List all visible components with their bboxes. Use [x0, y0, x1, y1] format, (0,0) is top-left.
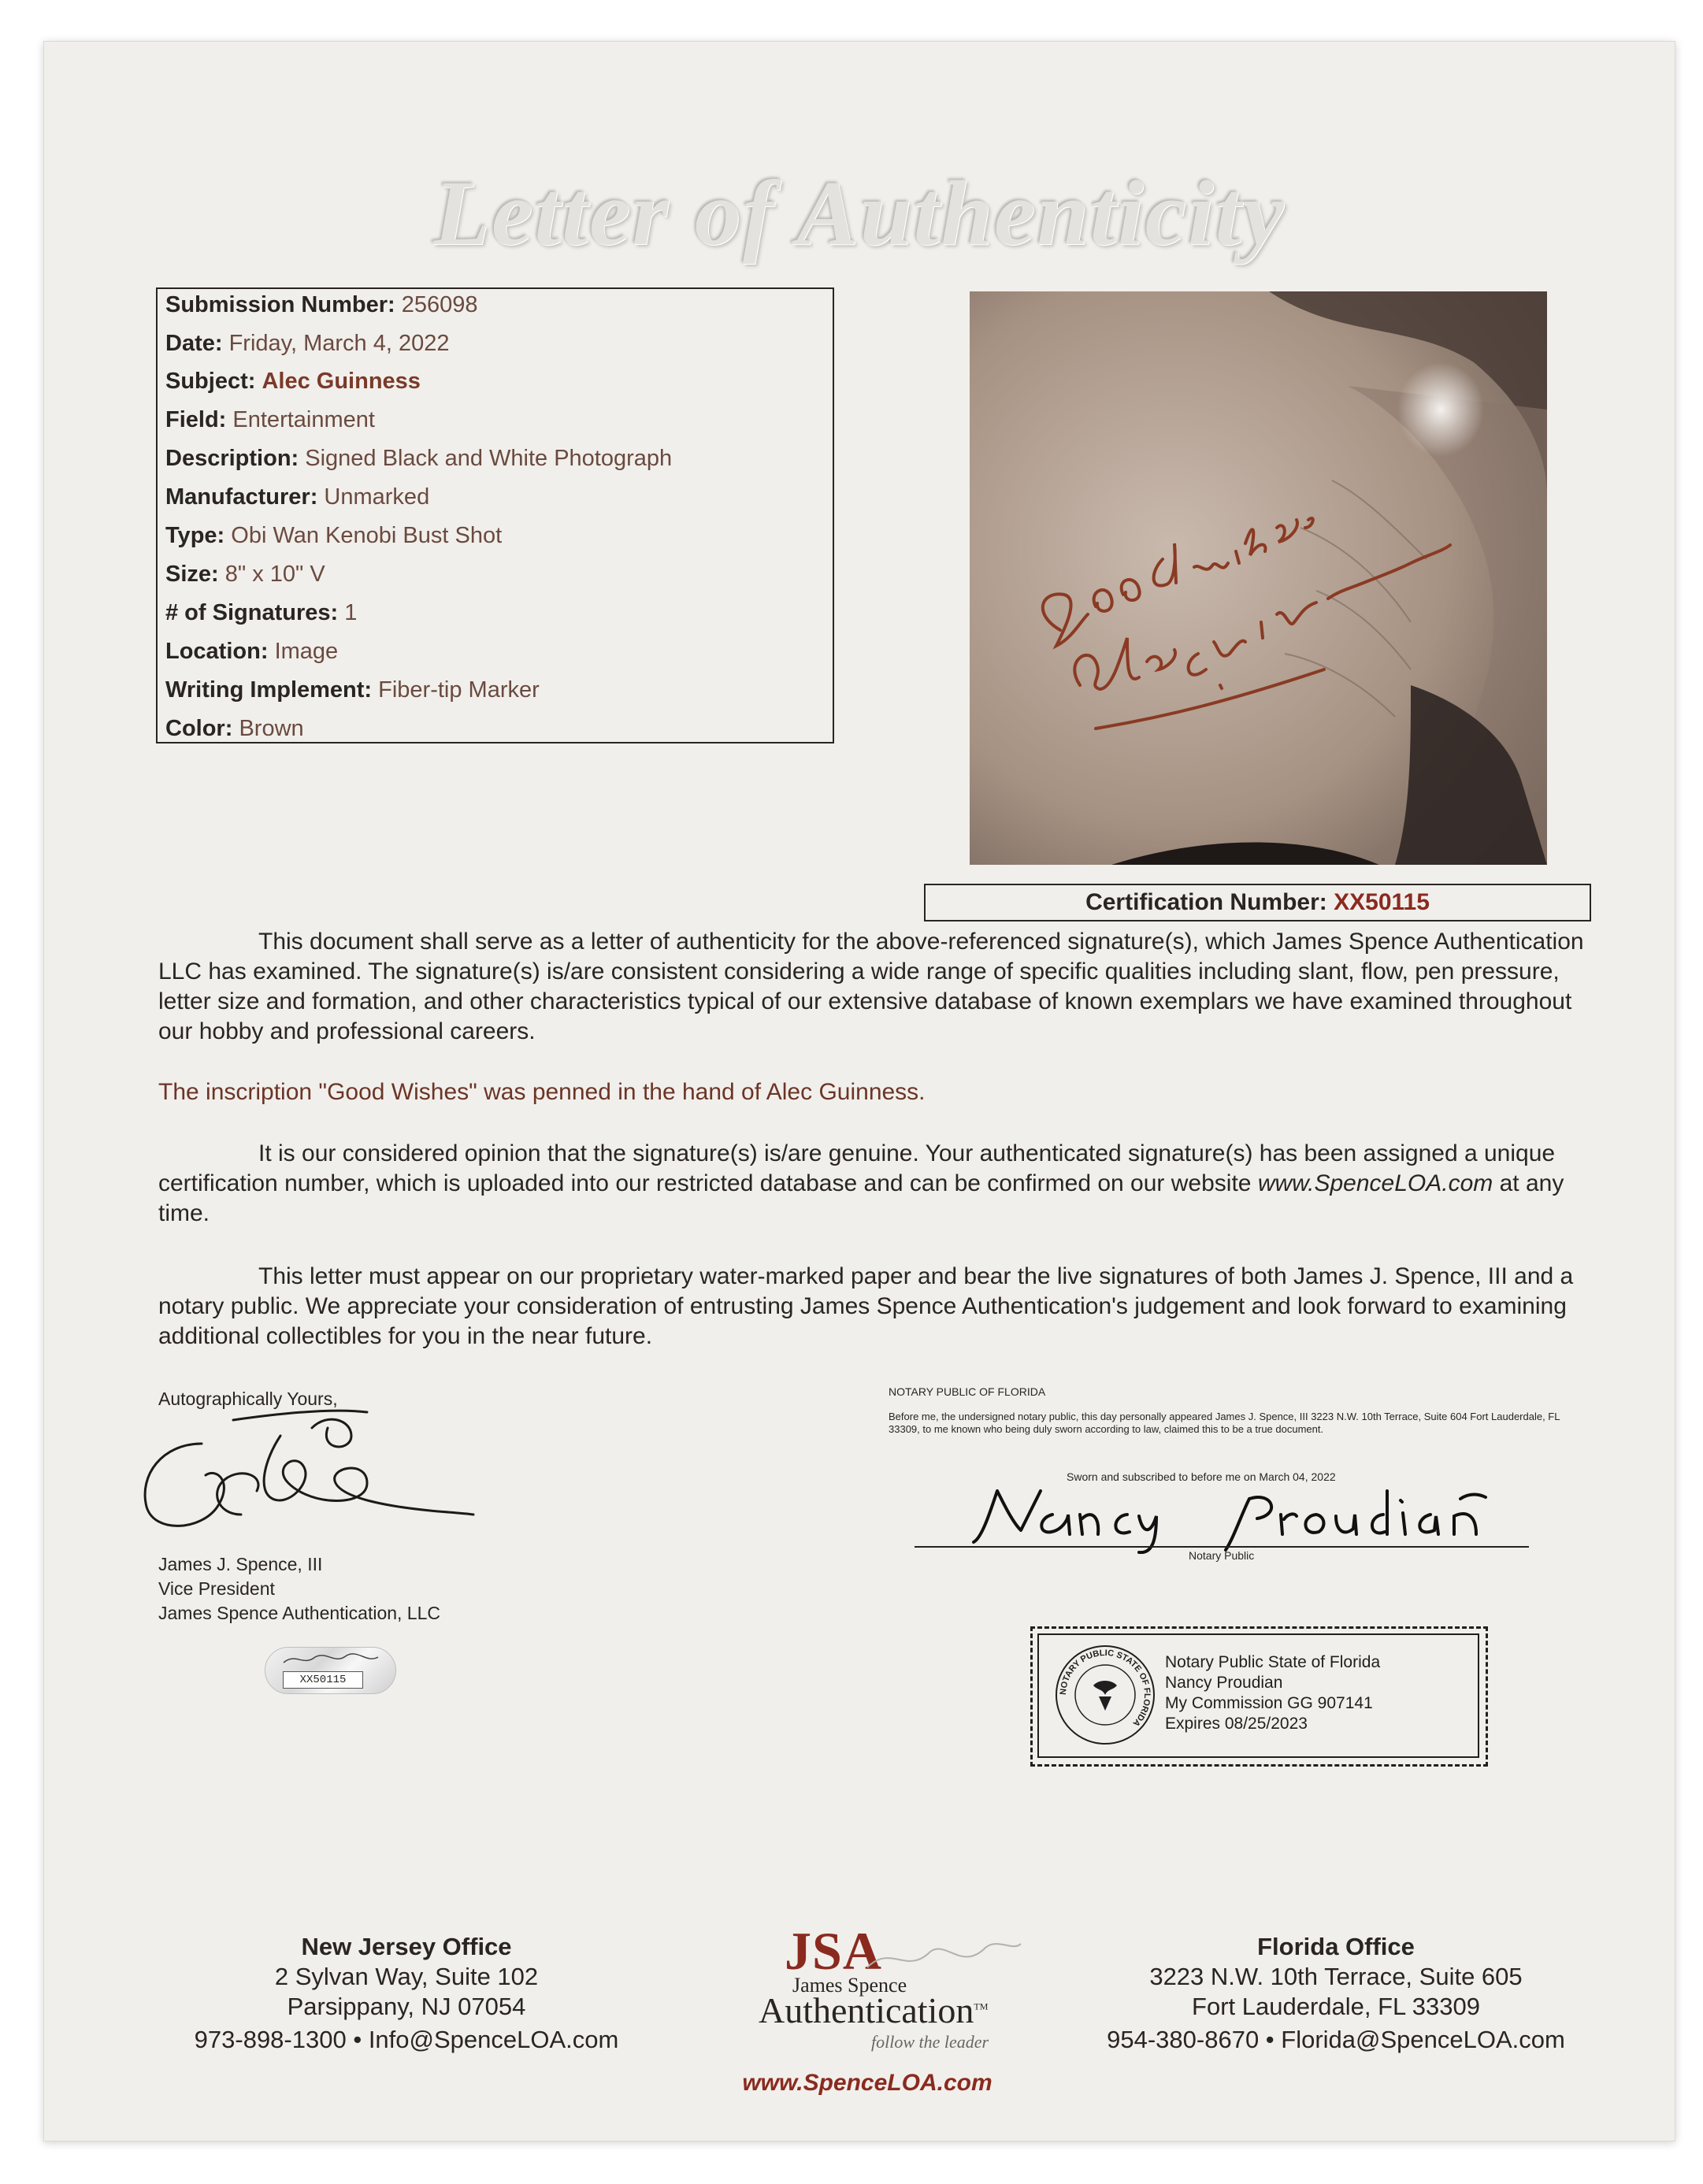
notary-seal-stamp — [1030, 1626, 1488, 1767]
page-title: Letter of Authenticity — [433, 161, 1286, 265]
detail-row: Manufacturer: Unmarked — [165, 484, 430, 510]
nj-office-title: New Jersey Office — [301, 1933, 512, 1960]
signed-photo-image — [970, 291, 1547, 865]
seal-line: My Commission GG 907141 — [1165, 1694, 1373, 1712]
detail-row: Subject: Alec Guinness — [165, 369, 421, 394]
nj-address-line2: Parsippany, NJ 07054 — [287, 1993, 526, 2020]
fl-email[interactable]: Florida@SpenceLOA.com — [1281, 2026, 1565, 2053]
fl-address-line1: 3223 N.W. 10th Terrace, Suite 605 — [1149, 1963, 1523, 1990]
footer-fl-office: Florida Office 3223 N.W. 10th Terrace, Suite 605 Fort Lauderdale, FL 33309 954-380-8670 • Florida@SpenceLOA.com — [1068, 1932, 1604, 2055]
signer-company: James Spence Authentication, LLC — [158, 1603, 441, 1623]
detail-row: Size: 8" x 10" V — [165, 562, 325, 587]
fl-phone: 954-380-8670 — [1107, 2026, 1260, 2053]
detail-row: Submission Number: 256098 — [165, 292, 478, 317]
notary-signature-graphic — [950, 1467, 1549, 1554]
jsa-logo-mark: JSA — [785, 1921, 882, 1981]
detail-row: Description: Signed Black and White Photograph — [165, 446, 673, 471]
hologram-signature-graphic — [280, 1651, 382, 1668]
logo-signature-graphic — [859, 1928, 1025, 1991]
signer-name: James J. Spence, III — [158, 1554, 323, 1574]
detail-row: Date: Friday, March 4, 2022 — [165, 331, 450, 356]
paragraph-authenticity: This document shall serve as a letter of authenticity for the above-referenced signature(s), which James Spence Authentication LLC has examined. The signature(s) is/are consistent considering a wide range of specific qualities including slant, flow, pen pressure, letter size and formation, and other characteristics typical of our extensive database of known exemplars we have examined throughout our hobby and professional careers. — [158, 929, 1584, 1044]
spence-signature-graphic — [131, 1396, 477, 1554]
inscription-signature-graphic — [970, 291, 1547, 865]
jsa-logo — [702, 1920, 1033, 2062]
signer-title: Vice President — [158, 1578, 275, 1599]
seal-line: Notary Public State of Florida — [1165, 1653, 1381, 1671]
seal-text — [1165, 1652, 1380, 1734]
seal-ring-text: NOTARY PUBLIC STATE OF FLORIDA — [1058, 1648, 1152, 1729]
certification-number: XX50115 — [1334, 889, 1430, 915]
fl-address-line2: Fort Lauderdale, FL 33309 — [1192, 1993, 1480, 2020]
detail-row: Location: Image — [165, 639, 339, 664]
logo-authentication: Authentication™ — [759, 1990, 989, 2030]
certification-label: Certification Number: — [1085, 889, 1327, 915]
hologram-sticker — [265, 1647, 396, 1694]
signer-block — [158, 1552, 440, 1626]
detail-row: Color: Brown — [165, 716, 304, 741]
nj-address-line1: 2 Sylvan Way, Suite 102 — [274, 1963, 539, 1990]
seal-line: Expires 08/25/2023 — [1165, 1715, 1308, 1733]
detail-row: Type: Obi Wan Kenobi Bust Shot — [165, 523, 503, 548]
logo-tagline: follow the leader — [871, 2032, 989, 2052]
notary-signature-label: Notary Public — [1189, 1549, 1255, 1562]
certification-number-box — [924, 884, 1591, 921]
paragraph-inscription: The inscription "Good Wishes" was penned in the hand of Alec Guinness. — [158, 1079, 926, 1105]
florida-seal-graphic — [1050, 1640, 1160, 1750]
detail-row: Field: Entertainment — [165, 407, 375, 432]
seal-line: Nancy Proudian — [1165, 1674, 1283, 1692]
notary-heading: NOTARY PUBLIC OF FLORIDA — [889, 1385, 1046, 1398]
notary-text: Before me, the undersigned notary public, this day personally appeared James J. Spence, III 3223 N.W. 10th Terrace, Suite 604 Fort Lauderdale, FL 33309, to me known who being duly sworn according to law, claimed this to be a true document. — [889, 1411, 1560, 1435]
detail-row: Writing Implement: Fiber-tip Marker — [165, 677, 540, 703]
fl-office-title: Florida Office — [1257, 1933, 1415, 1960]
notary-sworn-text: Sworn and subscribed to before me on March 04, 2022 — [1067, 1470, 1336, 1483]
detail-row: # of Signatures: 1 — [165, 600, 358, 625]
website-link[interactable]: www.SpenceLOA.com — [1257, 1170, 1493, 1196]
paragraph-opinion: It is our considered opinion that the signature(s) is/are genuine. Your authenticated signature(s) has been assigned a unique certification number, which is uploaded into our restricted database and can be confirmed on our website www.SpenceLOA.com at any time. — [158, 1140, 1564, 1226]
notary-signature-line — [915, 1546, 1529, 1548]
details-box — [156, 287, 834, 743]
nj-email[interactable]: Info@SpenceLOA.com — [368, 2026, 619, 2053]
nj-phone: 973-898-1300 — [194, 2026, 347, 2053]
hologram-number: XX50115 — [283, 1671, 363, 1689]
footer-nj-office: New Jersey Office 2 Sylvan Way, Suite 102 Parsippany, NJ 07054 973-898-1300 • Info@SpenceLOA.com — [158, 1932, 655, 2055]
paragraph-watermark: This letter must appear on our proprietary water-marked paper and bear the live signatures of both James J. Spence, III and a notary public. We appreciate your consideration of entrusting James Spence Authentication's judgement and look forward to examining additional collectibles for you in the near future. — [158, 1263, 1574, 1349]
letter-page — [43, 41, 1675, 2141]
logo-url[interactable]: www.SpenceLOA.com — [742, 2070, 992, 2096]
closing-text: Autographically Yours, — [158, 1389, 338, 1409]
logo-james-spence: James Spence — [792, 1974, 907, 1997]
